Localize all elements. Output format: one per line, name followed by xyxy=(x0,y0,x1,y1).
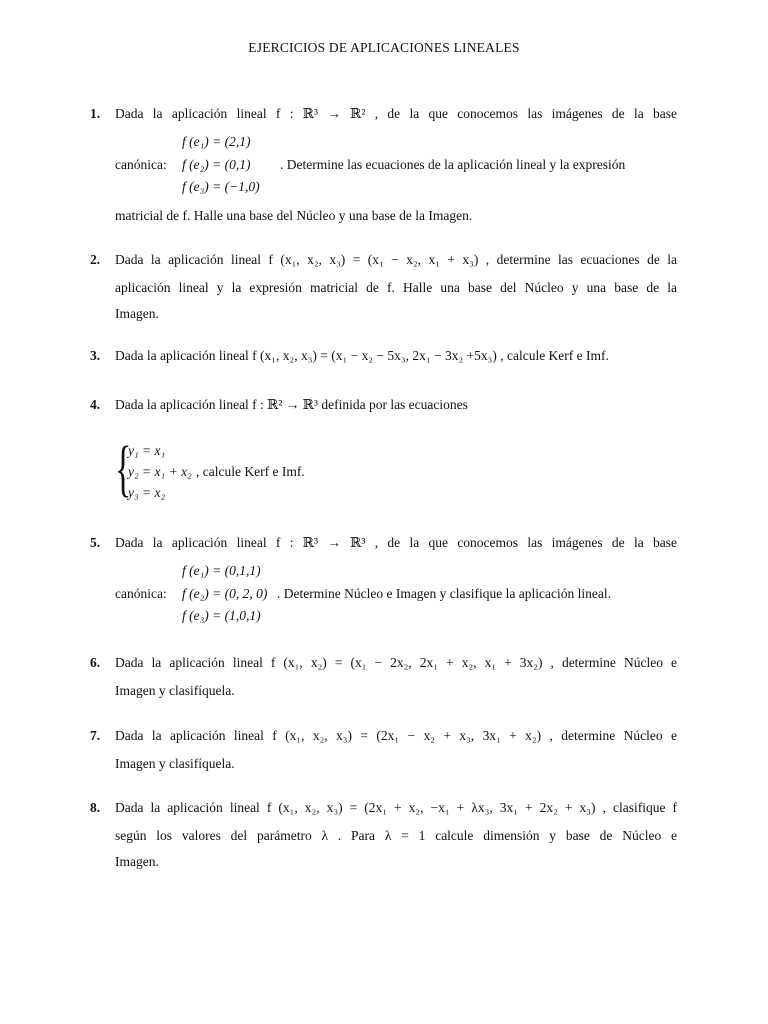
system-equation-y2: y₂ = x₁ + x₂ xyxy=(128,464,192,479)
exercise-text-line: Dada la aplicación lineal f (x₁, x₂, x₃) = (2x₁ − x₂ + x₃, 3x₁ + x₂) , determine Núcleo e xyxy=(115,728,677,743)
exercise-text-line: Dada la aplicación lineal f : ℝ² → ℝ³ definida por las ecuaciones xyxy=(115,397,468,412)
system-equation-y3: y₃ = x₂ xyxy=(128,485,166,500)
exercise-prefix: canónica: xyxy=(115,586,167,601)
left-brace: { xyxy=(115,435,132,503)
exercise-text-line: Dada la aplicación lineal f (x₁, x₂, x₃) = (2x₁ + x₂, −x₁ + λx₃, 3x₁ + 2x₂ + x₃) , clasifique f xyxy=(115,800,677,815)
exercise-text-line: aplicación lineal y la expresión matricial de f. Halle una base del Núcleo y una base de la xyxy=(115,280,677,295)
exercise-text-line: matricial de f. Halle una base del Núcleo y una base de la Imagen. xyxy=(115,208,473,223)
exercise-text-line: según los valores del parámetro λ . Para λ = 1 calcule dimensión y base de Núcleo e xyxy=(115,828,677,843)
exercise-suffix: . Determine Núcleo e Imagen y clasifique la aplicación lineal. xyxy=(277,586,611,601)
system-equation-y1: y₁ = x₁ xyxy=(128,443,166,458)
exercise-text-line: Dada la aplicación lineal f (x₁, x₂, x₃) = (x₁ − x₂, x₁ + x₃) , determine las ecuaciones de la xyxy=(115,252,677,267)
document-title: EJERCICIOS DE APLICACIONES LINEALES xyxy=(248,40,520,55)
exercise-number: 5. xyxy=(90,535,101,550)
system-suffix: , calcule Kerf e Imf. xyxy=(196,464,305,479)
equation-f-e2: f (e₂) = (0, 2, 0) xyxy=(182,586,268,601)
exercise-text-line: Dada la aplicación lineal f (x₁, x₂) = (x₁ − 2x₂, 2x₁ + x₂, x₁ + 3x₂) , determine Núcleo e xyxy=(115,655,677,670)
exercise-number: 8. xyxy=(90,800,101,815)
equation-f-e1: f (e₁) = (0,1,1) xyxy=(182,563,261,578)
exercise-number: 1. xyxy=(90,106,101,121)
exercise-text-line: Imagen. xyxy=(115,306,159,321)
exercise-text-line: Imagen. xyxy=(115,854,159,869)
exercise-number: 6. xyxy=(90,655,101,670)
equation-f-e2: f (e₂) = (0,1) xyxy=(182,157,251,172)
exercise-suffix: . Determine las ecuaciones de la aplicación lineal y la expresión xyxy=(280,157,626,172)
exercise-number: 2. xyxy=(90,252,101,267)
exercise-text-line: Imagen y clasifíquela. xyxy=(115,756,235,771)
exercise-number: 4. xyxy=(90,397,101,412)
exercise-text-line: Dada la aplicación lineal f : ℝ³ → ℝ² , de la que conocemos las imágenes de la base xyxy=(115,106,677,121)
exercise-text-line: Dada la aplicación lineal f (x₁, x₂, x₃) = (x₁ − x₂ − 5x₃, 2x₁ − 3x₂ +5x₃) , calcule Kerf e Imf. xyxy=(115,348,609,363)
equation-f-e1: f (e₁) = (2,1) xyxy=(182,134,251,149)
equation-f-e3: f (e₃) = (1,0,1) xyxy=(182,608,261,623)
equation-f-e3: f (e₃) = (−1,0) xyxy=(182,179,260,194)
exercise-number: 7. xyxy=(90,728,101,743)
exercise-number: 3. xyxy=(90,348,101,363)
exercise-text-line: Imagen y clasifíquela. xyxy=(115,683,235,698)
exercise-text-line: Dada la aplicación lineal f : ℝ³ → ℝ³ , de la que conocemos las imágenes de la base xyxy=(115,535,677,550)
exercise-prefix: canónica: xyxy=(115,157,167,172)
